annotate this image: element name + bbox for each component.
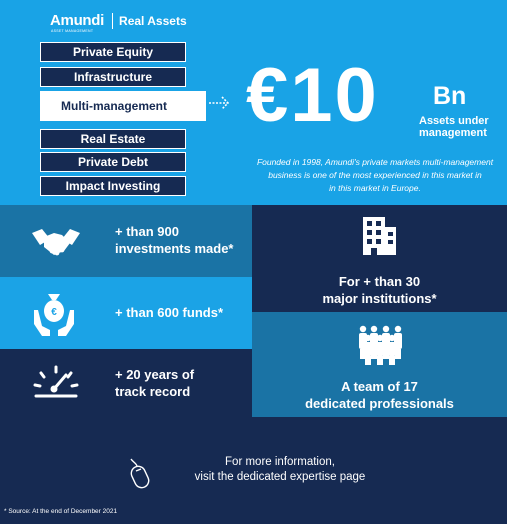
menu-item-label: Private Equity: [72, 45, 154, 59]
investments-line1: + than 900: [115, 224, 179, 239]
menu-item-real-estate[interactable]: [40, 129, 186, 149]
stat-funds: [0, 277, 252, 349]
investments-line2: investments made*: [115, 241, 234, 256]
menu-item-infrastructure[interactable]: [40, 67, 186, 87]
more-info-line2: visit the dedicated expertise page: [194, 471, 366, 483]
institutions-text: [252, 273, 507, 307]
team-text: [252, 378, 507, 412]
section-name: Real Assets: [119, 14, 187, 28]
svg-text:€: €: [51, 307, 57, 318]
menu-item-label: Infrastructure: [73, 70, 153, 84]
aum-label: [419, 115, 507, 139]
founded-description: [248, 156, 502, 195]
money-bag-hands-icon: [32, 290, 76, 338]
stat-investments: [0, 205, 252, 277]
stat-team: [252, 312, 507, 417]
brand-logo[interactable]: [50, 10, 187, 32]
speedometer-icon: [32, 363, 80, 403]
menu-item-label: Impact Investing: [65, 179, 161, 193]
funds-text: + than 600 funds*: [115, 305, 223, 320]
source-note: * Source: At the end of December 2021: [4, 508, 118, 515]
description-line: business is one of the most experienced in this market in: [268, 170, 482, 180]
menu-item-private-debt[interactable]: [40, 152, 186, 172]
aum-unit: Bn: [433, 82, 467, 110]
institutions-line1: For + than 30: [338, 274, 421, 289]
description-line: in this market in Europe.: [329, 183, 421, 193]
team-line2: dedicated professionals: [305, 396, 454, 411]
menu-item-impact-investing[interactable]: [40, 176, 186, 196]
logo-divider: [112, 13, 113, 29]
team-people-icon: [356, 324, 406, 366]
aum-label-line1: Assets under: [419, 115, 489, 127]
handshake-icon: [30, 225, 82, 257]
team-line1: A team of 17: [341, 379, 418, 394]
brand-name: Amundi: [50, 12, 105, 29]
menu-item-label: Private Debt: [77, 155, 149, 169]
aum-amount: €10: [246, 53, 379, 138]
menu-item-label: Real Estate: [80, 132, 146, 146]
menu-item-label: Multi-management: [61, 99, 168, 113]
stat-track-record: [0, 349, 252, 417]
expertise-page-link[interactable]: [160, 455, 400, 485]
aum-label-line2: management: [419, 127, 487, 139]
track-record-line1: + 20 years of: [115, 367, 195, 382]
brand-tagline: ASSET MANAGEMENT: [51, 29, 94, 33]
track-record-line2: track record: [115, 384, 191, 399]
investments-text: [115, 223, 234, 257]
building-icon: [359, 215, 399, 257]
more-info-line1: For more information,: [225, 456, 335, 468]
mouse-icon[interactable]: [128, 457, 154, 491]
menu-item-multi-management[interactable]: [40, 91, 206, 121]
menu-item-private-equity[interactable]: [40, 42, 186, 62]
track-record-text: [115, 366, 194, 400]
stat-institutions: [252, 205, 507, 312]
description-line: Founded in 1998, Amundi's private markets multi-management: [256, 157, 494, 167]
institutions-line2: major institutions*: [322, 291, 437, 306]
chevron-right-arrow-icon: [208, 94, 232, 112]
